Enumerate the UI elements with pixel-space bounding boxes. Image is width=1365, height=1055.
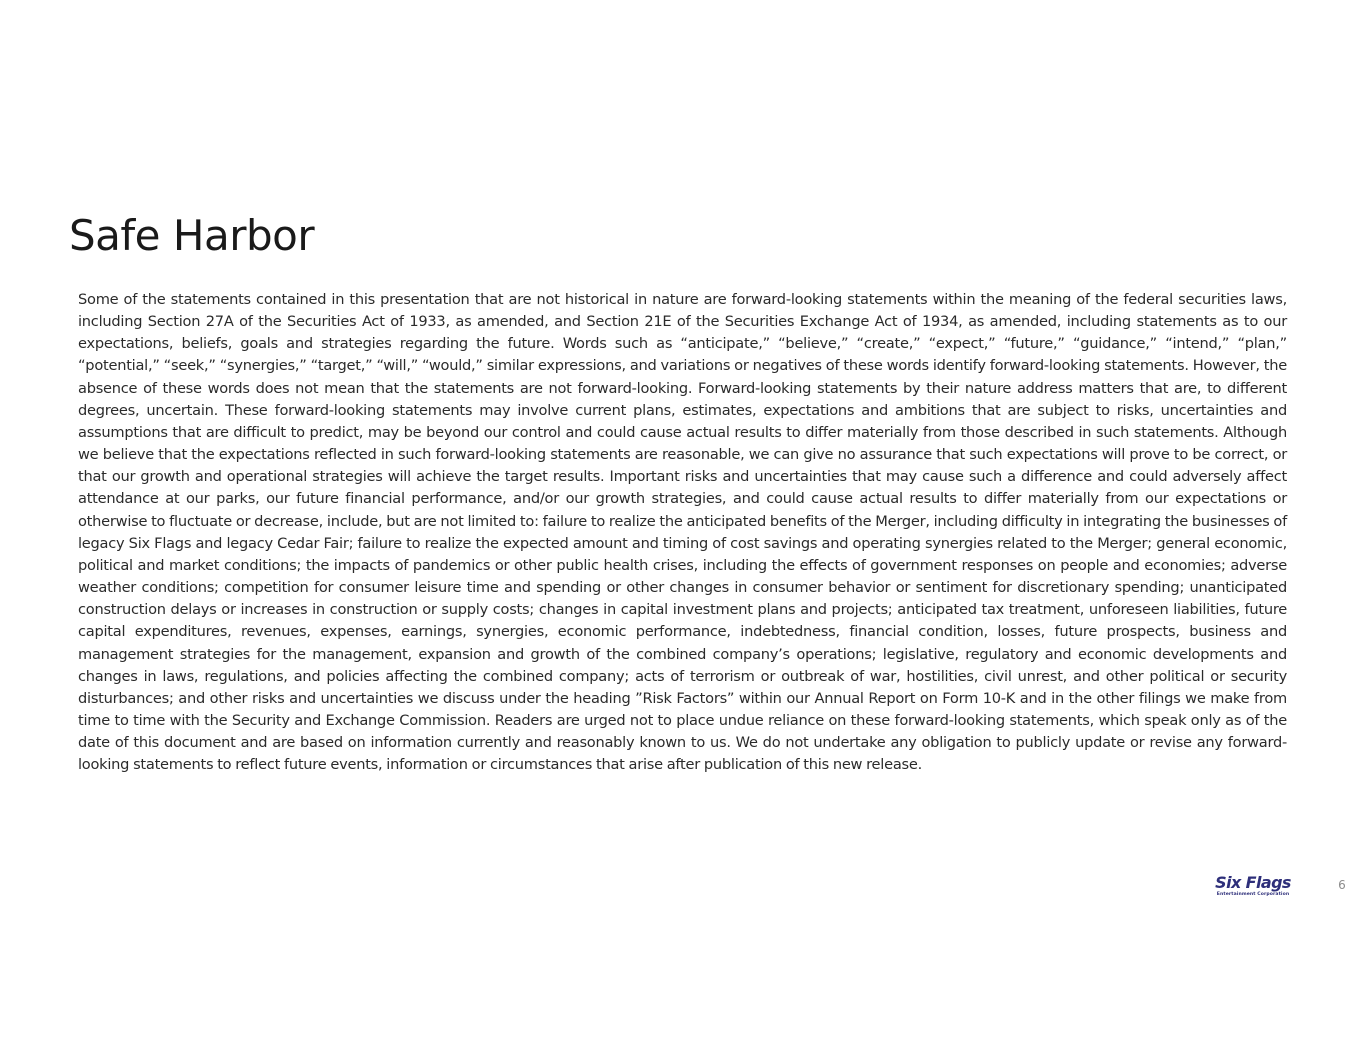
logo-wordmark: Six Flags — [1215, 873, 1291, 892]
six-flags-logo — [1208, 874, 1298, 900]
page-number: 6 — [1338, 878, 1346, 892]
logo-tagline: Entertainment Corporation — [1216, 892, 1290, 897]
safe-harbor-body: Some of the statements contained in this presentation that are not historical in nature are forward-looking statements within the meaning of the federal securities laws, including Section 27A of the Securities Act of 1933, as amended, and Section 21E of the Securities Exchange Act of 1934, as amended, including statements as to our expectations, beliefs, goals and strategies regarding the future. Words such as “anticipate,” “believe,” “create,” “expect,” “future,” “guidance,” “intend,” “plan,” “potential,” “seek,” “synergies,” “target,” “will,” “would,” similar expressions, and variations or negatives of these words identify forward-looking statements. However, the absence of these words does not mean that the statements are not forward-looking. Forward-looking statements by their nature address matters that are, to different degrees, uncertain. These forward-looking statements may involve current plans, estimates, expectations and ambitions that are subject to risks, uncertainties and assumptions that are difficult to predict, may be beyond our control and could cause actual results to differ materially from those described in such statements. Although we believe that the expectations reflected in such forward-looking statements are reasonable, we can give no assurance that such expectations will prove to be correct, or that our growth and operational strategies will achieve the target results. Important risks and uncertainties that may cause such a difference and could adversely affect attendance at our parks, our future financial performance, and/or our growth strategies, and could cause actual results to differ materially from our expectations or otherwise to fluctuate or decrease, include, but are not limited to: failure to realize the anticipated benefits of the Merger, including difficulty in integrating the businesses of legacy Six Flags and legacy Cedar Fair; failure to realize the expected amount and timing of cost savings and operating synergies related to the Merger; general economic, political and market conditions; the impacts of pandemics or other public health crises, including the effects of government responses on people and economies; adverse weather conditions; competition for consumer leisure time and spending or other changes in consumer behavior or sentiment for discretionary spending; unanticipated construction delays or increases in construction or supply costs; changes in capital investment plans and projects; anticipated tax treatment, unforeseen liabilities, future capital expenditures, revenues, expenses, earnings, synergies, economic performance, indebtedness, financial condition, losses, future prospects, business and management strategies for the management, expansion and growth of the combined company’s operations; legislative, regulatory and economic developments and changes in laws, regulations, and policies affecting the combined company; acts of terrorism or outbreak of war, hostilities, civil unrest, and other political or security disturbances; and other risks and uncertainties we discuss under the heading ”Risk Factors” within our Annual Report on Form 10-K and in the other filings we make from time to time with the Security and Exchange Commission. Readers are urged not to place undue reliance on these forward-looking statements, which speak only as of the date of this document and are based on information currently and reasonably known to us. We do not undertake any obligation to publicly update or revise any forward-looking statements to reflect future events, information or circumstances that arise after publication of this new release. — [78, 291, 1287, 774]
slide-title: Safe Harbor — [69, 211, 315, 260]
